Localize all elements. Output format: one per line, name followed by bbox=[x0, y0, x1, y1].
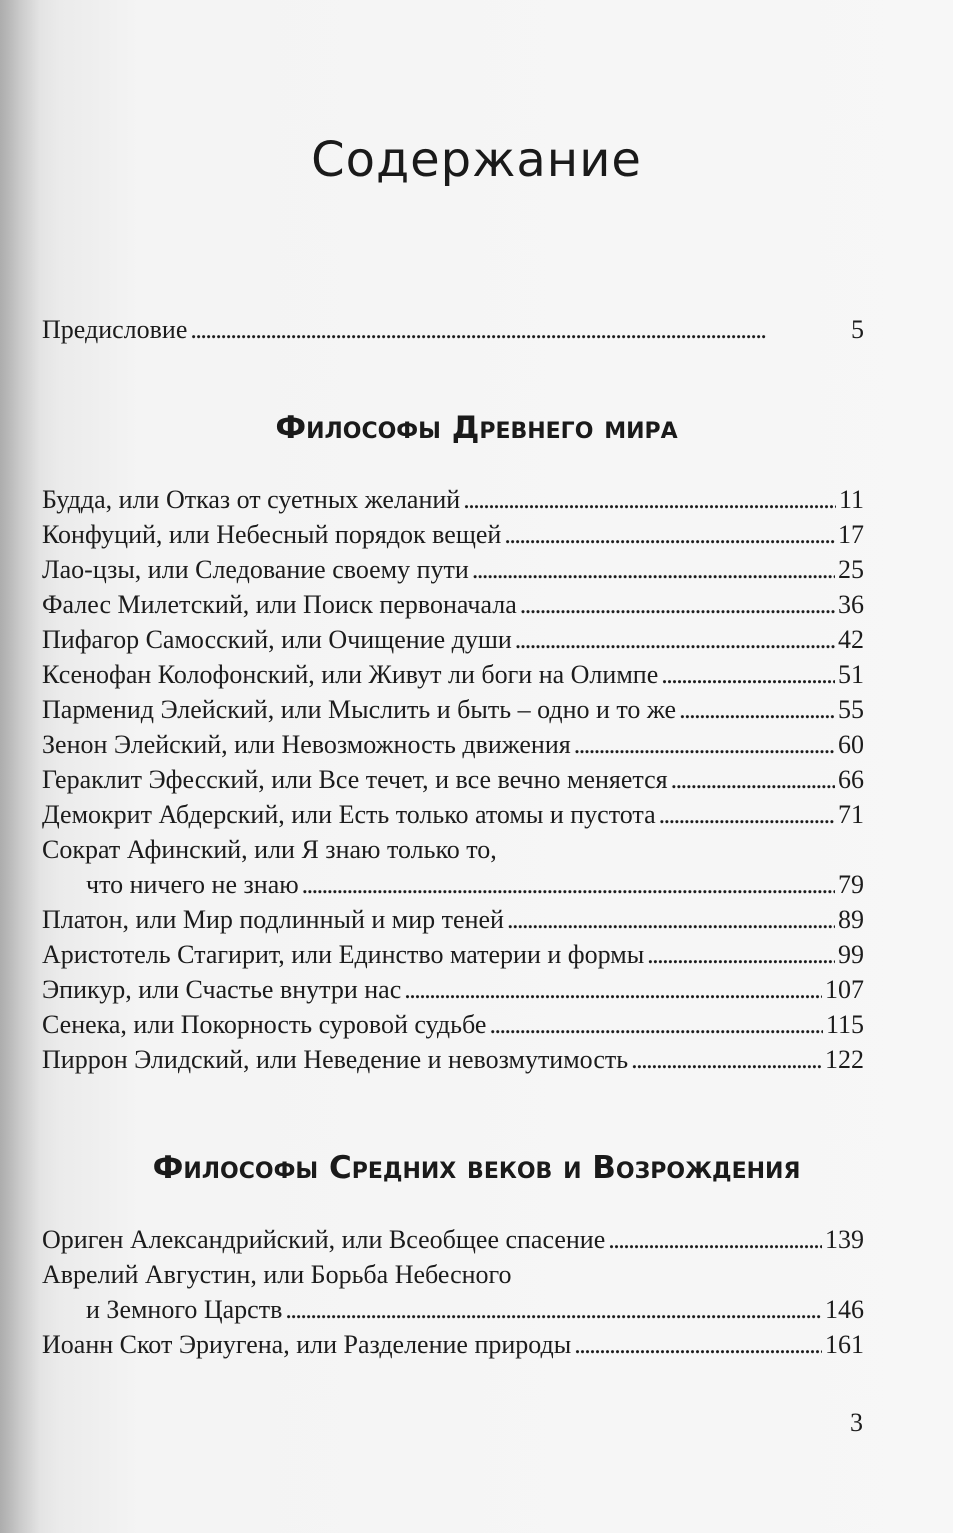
entry-page: 36 bbox=[838, 590, 864, 619]
entry-page: 115 bbox=[825, 1010, 864, 1039]
entry-page: 17 bbox=[838, 520, 864, 549]
entry-title: Пифагор Самосский, или Очищение души bbox=[42, 625, 512, 654]
entry-page: 60 bbox=[838, 730, 864, 759]
entry-page: 122 bbox=[825, 1045, 864, 1074]
dot-leader bbox=[302, 867, 835, 903]
entry-title: Ксенофан Колофонский, или Живут ли боги на Олимпе bbox=[42, 660, 659, 689]
toc-entry bbox=[42, 972, 864, 1008]
entry-page: 99 bbox=[838, 940, 864, 969]
dot-leader bbox=[631, 1042, 822, 1078]
toc-title: Содержание bbox=[311, 132, 642, 188]
toc-entry bbox=[42, 797, 864, 833]
toc-entry bbox=[86, 1292, 864, 1328]
toc-entry bbox=[42, 1007, 864, 1043]
entry-page: 11 bbox=[838, 485, 864, 514]
dot-leader bbox=[520, 587, 835, 623]
dot-leader bbox=[515, 622, 835, 658]
entry-title: что ничего не знаю bbox=[86, 870, 299, 899]
toc-entry bbox=[42, 482, 864, 518]
dot-leader bbox=[671, 762, 835, 798]
toc-entry bbox=[42, 622, 864, 658]
entry-title: Предисловие bbox=[42, 315, 188, 344]
entry-page: 66 bbox=[838, 765, 864, 794]
toc-entry bbox=[86, 867, 864, 903]
toc-entry bbox=[42, 762, 864, 798]
entry-title: Ориген Александрийский, или Всеобщее спасение bbox=[42, 1225, 606, 1254]
dot-leader bbox=[659, 797, 835, 833]
dot-leader bbox=[190, 312, 848, 348]
entry-title: Конфуций, или Небесный порядок вещей bbox=[42, 520, 502, 549]
entry-title: Эпикур, или Счастье внутри нас bbox=[42, 975, 402, 1004]
entry-page: 161 bbox=[825, 1330, 864, 1359]
toc-entry bbox=[42, 692, 864, 728]
entry-page: 107 bbox=[825, 975, 864, 1004]
toc-entry bbox=[42, 902, 864, 938]
dot-leader bbox=[507, 902, 835, 938]
toc-entry bbox=[42, 1222, 864, 1258]
entry-title: Парменид Элейский, или Мыслить и быть – одно и то же bbox=[42, 695, 677, 724]
toc-entry bbox=[42, 727, 864, 763]
entry-title: Пиррон Элидский, или Неведение и невозмутимость bbox=[42, 1045, 629, 1074]
entry-title: Аристотель Стагирит, или Единство материи и формы bbox=[42, 940, 645, 969]
entry-title: Гераклит Эфесский, или Все течет, и все вечно меняется bbox=[42, 765, 668, 794]
entry-title: и Земного Царств bbox=[86, 1295, 283, 1324]
entry-page: 42 bbox=[838, 625, 864, 654]
dot-leader bbox=[285, 1292, 822, 1328]
toc-entry bbox=[42, 1042, 864, 1078]
dot-leader bbox=[647, 937, 835, 973]
toc-entry bbox=[42, 1327, 864, 1363]
dot-leader bbox=[679, 692, 835, 728]
entry-title: Платон, или Мир подлинный и мир теней bbox=[42, 905, 504, 934]
entry-title-line1: Сократ Афинский, или Я знаю только то, bbox=[42, 835, 497, 864]
entry-title: Демокрит Абдерский, или Есть только атомы и пустота bbox=[42, 800, 656, 829]
entry-page: 146 bbox=[825, 1295, 864, 1324]
entry-page: 71 bbox=[838, 800, 864, 829]
entry-page: 139 bbox=[825, 1225, 864, 1254]
toc-entry bbox=[42, 657, 864, 693]
toc-entry-preface bbox=[42, 312, 864, 348]
entry-title: Фалес Милетский, или Поиск первоначала bbox=[42, 590, 517, 619]
spine-shadow bbox=[0, 0, 40, 1533]
dot-leader bbox=[574, 1327, 822, 1363]
entry-page: 25 bbox=[838, 555, 864, 584]
dot-leader bbox=[489, 1007, 823, 1043]
entry-page: 55 bbox=[838, 695, 864, 724]
entry-page: 79 bbox=[838, 870, 864, 899]
entry-title: Лао-цзы, или Следование своему пути bbox=[42, 555, 469, 584]
dot-leader bbox=[661, 657, 835, 693]
section-heading-ancient: Философы Древнего мира bbox=[275, 410, 678, 446]
dot-leader bbox=[404, 972, 822, 1008]
page-number: 3 bbox=[850, 1408, 863, 1437]
entry-title-line1: Аврелий Августин, или Борьба Небесного bbox=[42, 1260, 512, 1289]
dot-leader bbox=[472, 552, 835, 588]
toc-entry bbox=[42, 587, 864, 623]
toc-entry bbox=[42, 937, 864, 973]
dot-leader bbox=[574, 727, 835, 763]
entry-page: 51 bbox=[838, 660, 864, 689]
entry-page: 89 bbox=[838, 905, 864, 934]
dot-leader bbox=[608, 1222, 822, 1258]
entry-page: 5 bbox=[851, 315, 864, 344]
entry-title: Будда, или Отказ от суетных желаний bbox=[42, 485, 461, 514]
entry-title: Зенон Элейский, или Невозможность движения bbox=[42, 730, 571, 759]
section-heading-medieval: Философы Средних веков и Возрождения bbox=[152, 1150, 801, 1186]
dot-leader bbox=[504, 517, 835, 553]
dot-leader bbox=[463, 482, 836, 518]
entry-title: Сенека, или Покорность суровой судьбе bbox=[42, 1010, 487, 1039]
toc-entry bbox=[42, 552, 864, 588]
entry-title: Иоанн Скот Эриугена, или Разделение природы bbox=[42, 1330, 572, 1359]
toc-entry bbox=[42, 517, 864, 553]
